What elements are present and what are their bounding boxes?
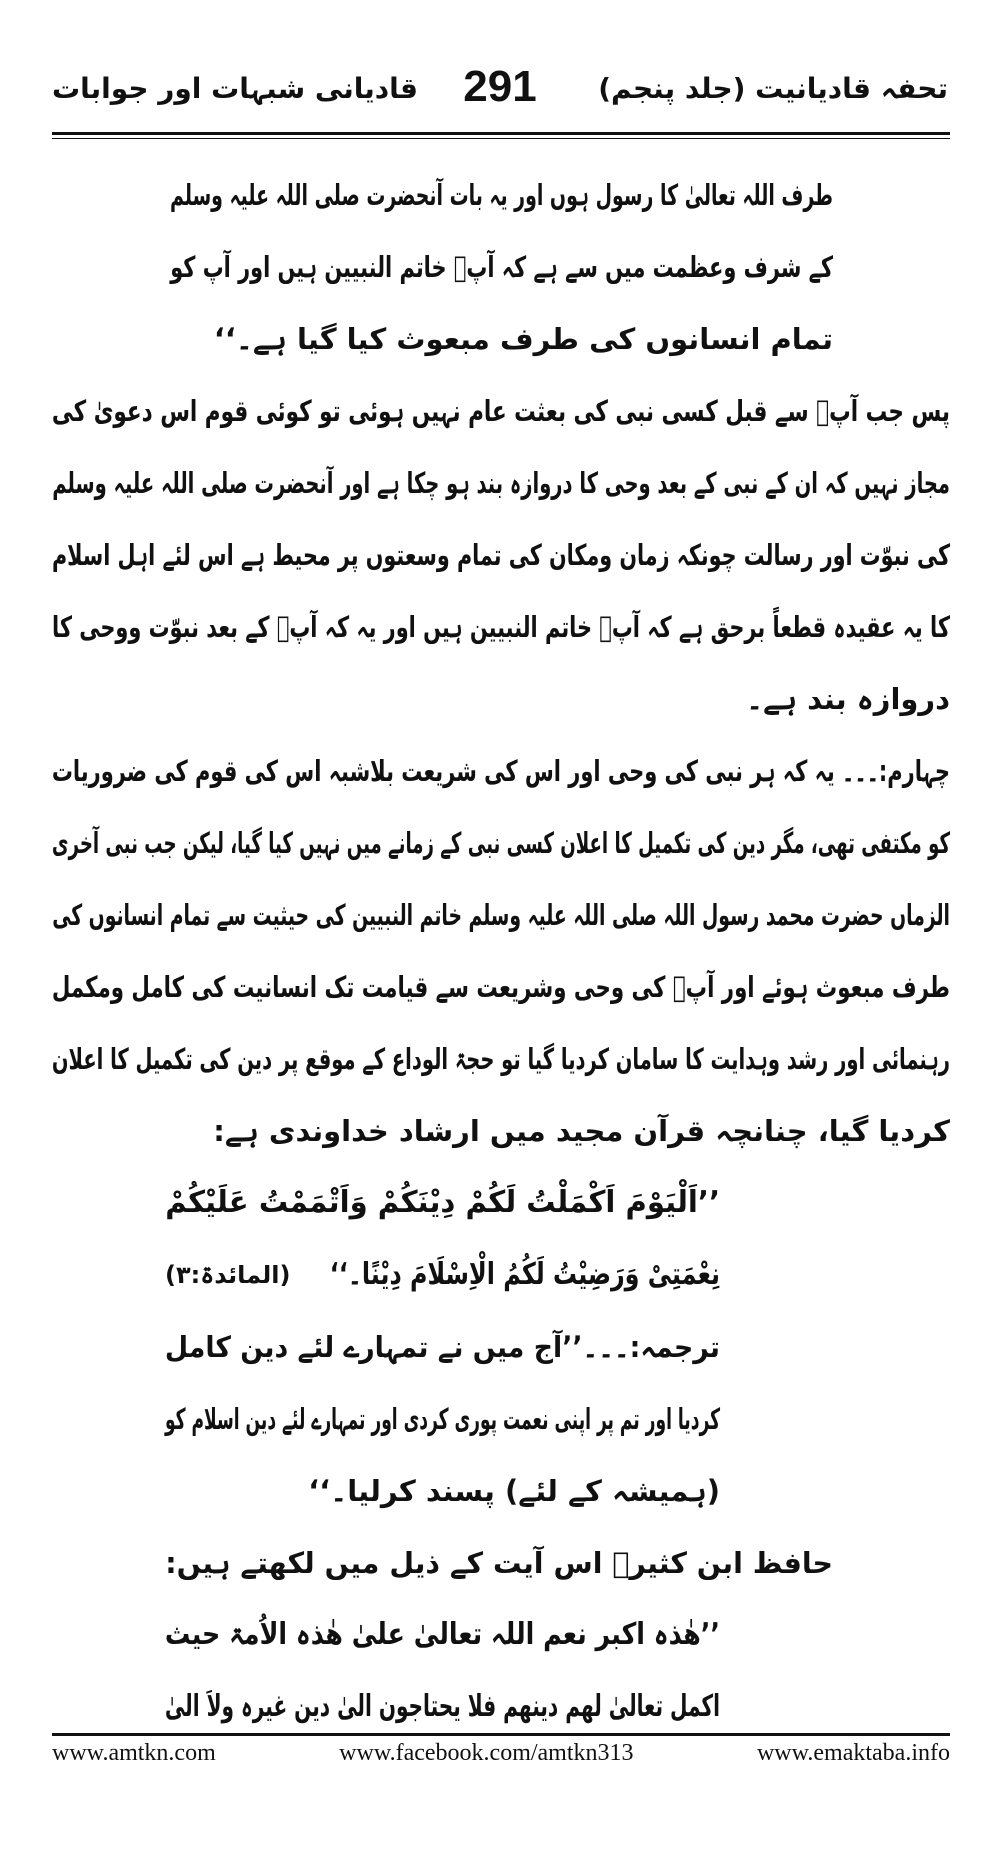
text-line: کا یہ عقیدہ قطعاً برحق ہے کہ آپؐ خاتم النبیین ہیں اور یہ کہ آپؐ کے بعد نبوّت ووحی کا xyxy=(52,610,951,644)
header-rule xyxy=(52,132,950,135)
text-line: مجاز نہیں کہ ان کے نبی کے بعد وحی کا دروازہ بند ہو چکا ہے اور آنحضرت صلی اللہ علیہ وسلم xyxy=(52,466,950,500)
text-line: کو مکتفی تھی، مگر دین کی تکمیل کا اعلان کسی نبی کے زمانے میں نہیں کیا گیا، لیکن جب نبی آخری xyxy=(51,826,950,860)
header-rule-thin xyxy=(52,138,950,139)
text-line: چہارم:۔۔۔ یہ کہ ہر نبی کی وحی اور اس کی شریعت بلاشبہ اس کی قوم کی ضروریات xyxy=(51,754,950,788)
text-line: پس جب آپؐ سے قبل کسی نبی کی بعثت عام نہیں ہوئی تو کوئی قوم اس دعویٰ کی xyxy=(51,394,950,428)
footer-link-amtkn[interactable]: www.amtkn.com xyxy=(52,1740,216,1766)
text-line: حافظ ابن کثیرؒ اس آیت کے ذیل میں لکھتے ہیں: xyxy=(165,1546,833,1580)
text-line: دروازہ بند ہے۔ xyxy=(746,682,950,716)
text-line: کے شرف وعظمت میں سے ہے کہ آپؐ خاتم النبیین ہیں اور آپ کو xyxy=(170,250,833,284)
translation-line: کردیا اور تم پر اپنی نعمت پوری کردی اور تمہارے لئے دین اسلام کو xyxy=(164,1402,721,1436)
footer-link-emaktaba[interactable]: www.emaktaba.info xyxy=(756,1740,950,1766)
book-title: تحفہ قادیانیت (جلد پنجم) xyxy=(598,72,948,105)
text-line: رہنمائی اور رشد وہدایت کا سامان کردیا گیا تو حجۃ الوداع کے موقع پر دین کی تکمیل کا اعلان xyxy=(51,1042,950,1076)
text-line: طرف مبعوث ہوئے اور آپؐ کی وحی وشریعت سے قیامت تک انسانیت کی کامل ومکمل xyxy=(51,970,951,1004)
footer-rule xyxy=(52,1733,950,1736)
section-title: قادیانی شبہات اور جوابات xyxy=(52,72,418,105)
quran-verse-line: ’’اَلْیَوْمَ اَکْمَلْتُ لَکُمْ دِیْنَکُمْ وَاَتْمَمْتُ عَلَیْکُمْ xyxy=(165,1185,720,1220)
arabic-quote-line: اکمل تعالیٰ لھم دینھم فلا یحتاجون الیٰ دین غیرہ ولاَ الیٰ xyxy=(164,1689,721,1724)
text-line: تمام انسانوں کی طرف مبعوث کیا گیا ہے۔‘‘ xyxy=(213,322,833,356)
text-line: کردیا گیا، چنانچہ قرآن مجید میں ارشاد خداوندی ہے: xyxy=(213,1114,950,1148)
text-line: کی نبوّت اور رسالت چونکہ زمان ومکان کی تمام وسعتوں پر محیط ہے اس لئے اہل اسلام xyxy=(51,538,950,572)
arabic-quote-line: ’’ھٰذہ اکبر نعم اللہ تعالیٰ علیٰ ھٰذہ الاُمۃ حیث xyxy=(164,1617,720,1652)
text-line: الزماں حضرت محمد رسول اللہ صلی اللہ علیہ وسلم خاتم النبیین کی حیثیت سے تمام انسانوں کی xyxy=(52,898,950,932)
text-line: طرف اللہ تعالیٰ کا رسول ہوں اور یہ بات آنحضرت صلی اللہ علیہ وسلم xyxy=(170,178,833,212)
verse-citation: (المائدۃ:۳) xyxy=(165,1261,291,1289)
translation-line: ترجمہ:۔۔۔’’آج میں نے تمہارے لئے دین کامل xyxy=(164,1330,720,1364)
page-number: 291 xyxy=(463,62,537,111)
page-footer xyxy=(52,1740,950,1767)
translation-line: (ہمیشہ کے لئے) پسند کرلیا۔‘‘ xyxy=(308,1474,720,1508)
quran-verse-text: نِعْمَتِیْ وَرَضِیْتُ لَکُمُ الْاِسْلَامَ دِیْنًا۔‘‘ xyxy=(329,1257,720,1292)
footer-link-facebook[interactable]: www.facebook.com/amtkn313 xyxy=(339,1740,634,1766)
